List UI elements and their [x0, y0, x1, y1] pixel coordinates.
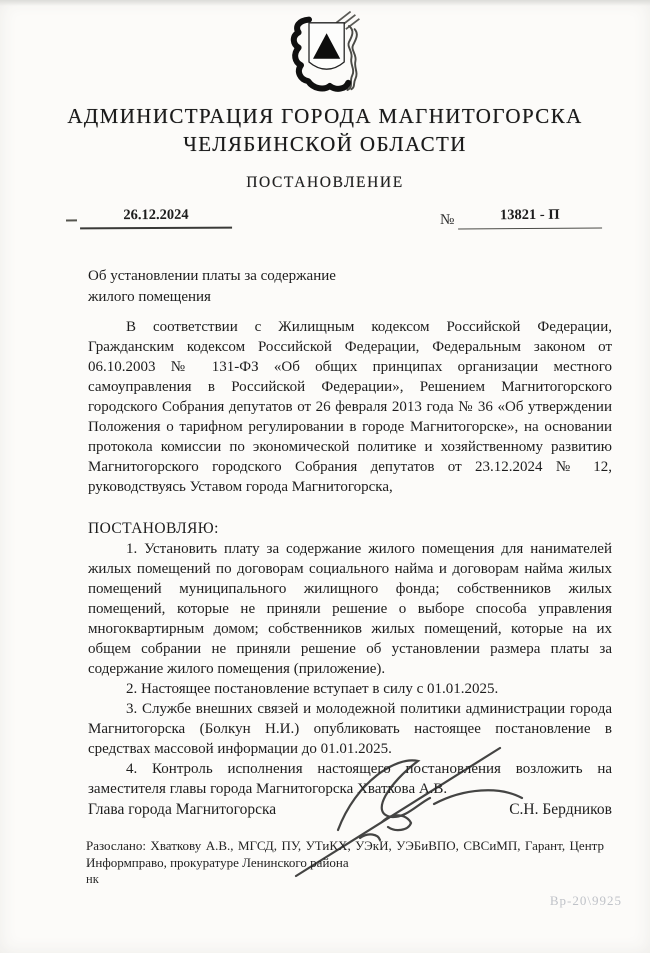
- signatory-name: С.Н. Бердников: [509, 801, 612, 818]
- date-number-row: [0, 206, 650, 242]
- clerk-initials: нк: [86, 872, 99, 886]
- resolution-heading: ПОСТАНОВЛЯЮ:: [88, 520, 219, 537]
- resolution-item-3: 3. Службе внешних связей и молодежной политики администрации города Магнитогорска (Болкун Н.И.) опубликовать настоящее постановление в средствах массовой информации до 01.01.2025.: [88, 701, 612, 757]
- magnitogorsk-coat-of-arms-icon: [285, 10, 365, 98]
- distribution-list: Разослано: Хваткову А.В., МГСД, ПУ, УТиКХ, УЭкИ, УЭБиВПО, СВСиМП, Гарант, Центр Информправо, прокуратуре Ленинского района: [86, 838, 604, 870]
- subject-line2: жилого помещения: [88, 289, 211, 305]
- resolution-item-1: 1. Установить плату за содержание жилого помещения для нанимателей жилых помещений по договорам социального найма и договорам найма жилых помещений муниципального жилищного фонда; собственников жилых помещений, которые не приняли решение о выборе способа управления многоквартирным домом; собственников жилых помещений, которые на их общем собрании не приняли решение об установлении размера платы за содержание жилого помещения (приложение).: [88, 541, 612, 677]
- document-type-heading: ПОСТАНОВЛЕНИЕ: [246, 174, 404, 191]
- subject-line1: Об установлении платы за содержание: [88, 268, 336, 284]
- org-name-line1: АДМИНИСТРАЦИЯ ГОРОДА МАГНИТОГОРСКА: [67, 104, 583, 128]
- resolution-item-4: 4. Контроль исполнения настоящего постановления возложить на заместителя главы города Магнитогорска Хваткова А.В.: [88, 761, 612, 797]
- document-body: [88, 266, 612, 799]
- number-sign-label: №: [440, 212, 455, 228]
- document-date: 26.12.2024: [80, 206, 232, 230]
- signatory-position: Глава города Магнитогорска: [88, 801, 277, 818]
- document-number-field: [440, 206, 602, 229]
- document-subject: [88, 266, 433, 308]
- org-name-line2: ЧЕЛЯБИНСКОЙ ОБЛАСТИ: [183, 132, 467, 156]
- registration-stamp-code: Вр-20\9925: [549, 893, 622, 908]
- resolution-item-2: 2. Настоящее постановление вступает в силу с 01.01.2025.: [126, 681, 499, 697]
- preamble-paragraph: В соответствии с Жилищным кодексом Российской Федерации, Гражданским кодексом Российской Федерации, Федеральным законом от 06.10.2003 № 131-ФЗ «Об общих принципах организации местного самоуправления в Российской Федерации», Решением Магнитогорского городского Собрания депутатов от 26 февраля 2013 года № 36 «Об утверждении Положения о тарифном регулировании в городе Магнитогорске», на основании протокола комиссии по экономической политике и хозяйственному развитию Магнитогорского городского Собрания депутатов от 23.12.2024 № 12, руководствуясь Уставом города Магнитогорска,: [88, 319, 612, 495]
- document-number: 13821 - П: [458, 205, 602, 229]
